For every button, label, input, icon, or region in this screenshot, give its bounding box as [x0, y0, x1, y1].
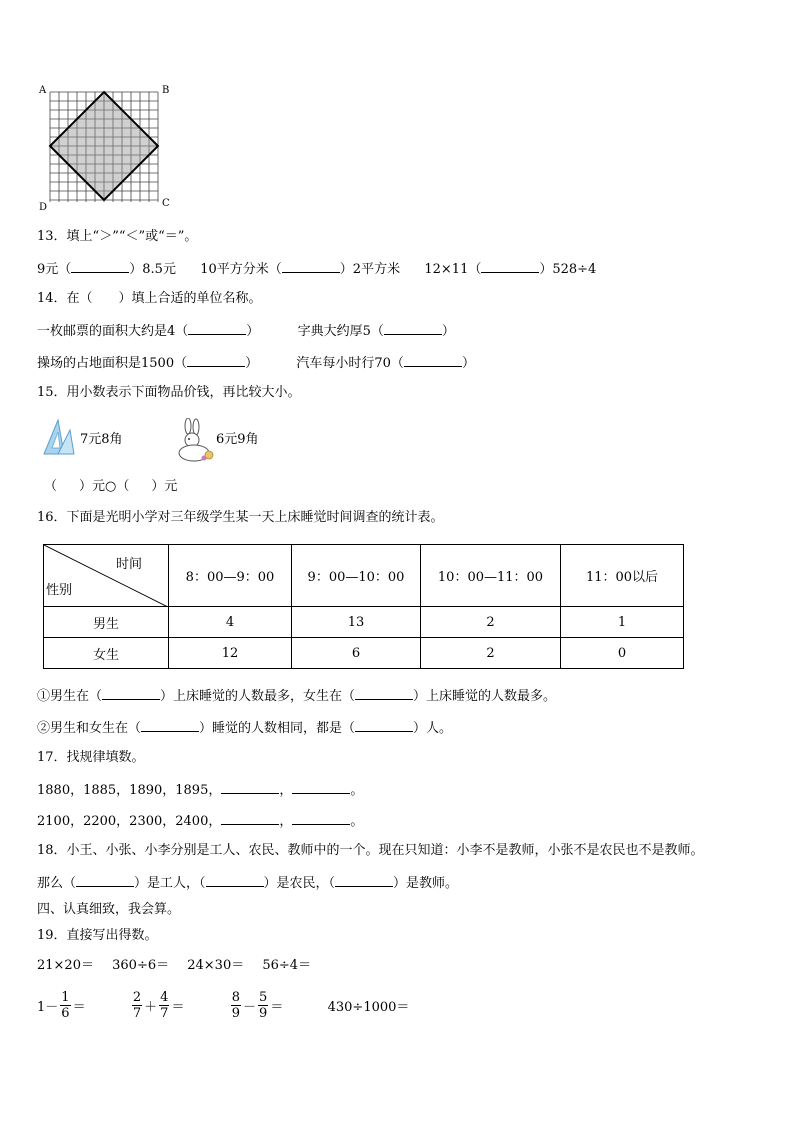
q13-items: 9元（ ）8.5元 10平方分米（ ）2平方米 12×11（ ）528÷4 — [37, 262, 597, 277]
answer-blank[interactable] — [71, 260, 129, 273]
answer-blank[interactable] — [141, 719, 199, 732]
q15-answer: （ ）元○（ ）元 — [44, 479, 178, 494]
table-cell: 4 — [169, 607, 292, 638]
q16-sub1: ①男生在（ ）上床睡觉的人数最多，女生在（ ）上床睡觉的人数最多。 — [37, 689, 557, 704]
q16-sub2: ②男生和女生在（ ）睡觉的人数相同，都是（ ）人。 — [37, 721, 453, 736]
answer-blank[interactable] — [221, 812, 279, 825]
rotated-square — [50, 92, 158, 200]
fraction-expression: 1－ $\frac{1}{6}$ ＝ — [37, 990, 86, 1021]
table-row — [44, 638, 684, 669]
answer-blank[interactable] — [221, 781, 279, 794]
column-header: 9：00—10：00 — [292, 545, 421, 607]
answer-blank[interactable] — [355, 687, 413, 700]
label-a: A — [39, 85, 47, 96]
answer-blank[interactable] — [335, 874, 393, 887]
answer-blank[interactable] — [292, 781, 350, 794]
q14-row1: 一枚邮票的面积大约是4（ ） 字典大约厚5（ ） — [37, 324, 455, 339]
fraction-expression: $\frac{8}{9}$ － $\frac{5}{9}$ ＝ — [231, 990, 284, 1021]
label-d: D — [39, 202, 48, 213]
q18-answer: 那么（ ）是工人，（ ）是农民，（ ）是教师。 — [37, 876, 459, 891]
column-header: 8：00—9：00 — [169, 545, 292, 607]
q15-title: 15．用小数表示下面物品价钱，再比较大小。 — [37, 385, 301, 400]
row-label: 男生 — [44, 607, 169, 638]
q17-seq2: 2100，2200，2300，2400， ， 。 — [37, 814, 364, 829]
table-cell: 6 — [292, 638, 421, 669]
q16-title: 16．下面是光明小学对三年级学生某一天上床睡觉时间调查的统计表。 — [37, 510, 444, 525]
q19-title: 19．直接写出得数。 — [37, 928, 158, 943]
table-cell: 0 — [561, 638, 684, 669]
triangle-ruler-icon — [40, 416, 76, 458]
grid-figure — [38, 84, 178, 214]
answer-blank[interactable] — [355, 719, 413, 732]
rabbit-toy-icon — [172, 418, 216, 464]
answer-blank[interactable] — [76, 874, 134, 887]
label-c: C — [162, 198, 170, 209]
table-cell: 12 — [169, 638, 292, 669]
q17-seq1: 1880，1885，1890，1895， ， 。 — [37, 783, 364, 798]
answer-blank[interactable] — [102, 687, 160, 700]
q19-row1: 21×20＝ 360÷6＝ 24×30＝ 56÷4＝ — [37, 958, 312, 973]
division-expression: 430÷1000＝ — [327, 1000, 410, 1015]
row-label: 女生 — [44, 638, 169, 669]
q17-title: 17．找规律填数。 — [37, 750, 145, 765]
answer-blank[interactable] — [384, 322, 442, 335]
table-row — [44, 607, 684, 638]
item1-price: 7元8角 — [80, 432, 123, 447]
answer-blank[interactable] — [404, 354, 462, 367]
label-b: B — [162, 85, 170, 96]
answer-blank[interactable] — [292, 812, 350, 825]
sleep-time-table — [43, 544, 684, 669]
fraction-expression: $\frac{2}{7}$ ＋ $\frac{4}{7}$ ＝ — [132, 990, 185, 1021]
item2-price: 6元9角 — [216, 432, 259, 447]
q19-row2 — [37, 990, 409, 1021]
answer-blank[interactable] — [187, 354, 245, 367]
table-cell: 13 — [292, 607, 421, 638]
header-time: 时间 — [115, 557, 142, 572]
q14-title: 14．在（ ）填上合适的单位名称。 — [37, 291, 262, 306]
answer-blank[interactable] — [188, 322, 246, 335]
answer-blank[interactable] — [206, 874, 264, 887]
table-corner-header — [44, 545, 169, 607]
column-header: 11：00以后 — [561, 545, 684, 607]
column-header: 10：00—11：00 — [421, 545, 561, 607]
table-cell: 2 — [421, 638, 561, 669]
section-4-title: 四、认真细致，我会算。 — [37, 902, 181, 917]
table-cell: 2 — [421, 607, 561, 638]
header-gender: 性别 — [46, 583, 73, 598]
answer-blank[interactable] — [481, 260, 539, 273]
q14-row2: 操场的占地面积是1500（ ） 汽车每小时行70（ ） — [37, 356, 475, 371]
answer-blank[interactable] — [282, 260, 340, 273]
q18-title: 18．小王、小张、小李分别是工人、农民、教师中的一个。现在只知道：小李不是教师，小张不是农民也不是教师。 — [37, 843, 704, 858]
table-cell: 1 — [561, 607, 684, 638]
q13-title: 13．填上“＞”“＜”或“＝”。 — [37, 229, 198, 244]
